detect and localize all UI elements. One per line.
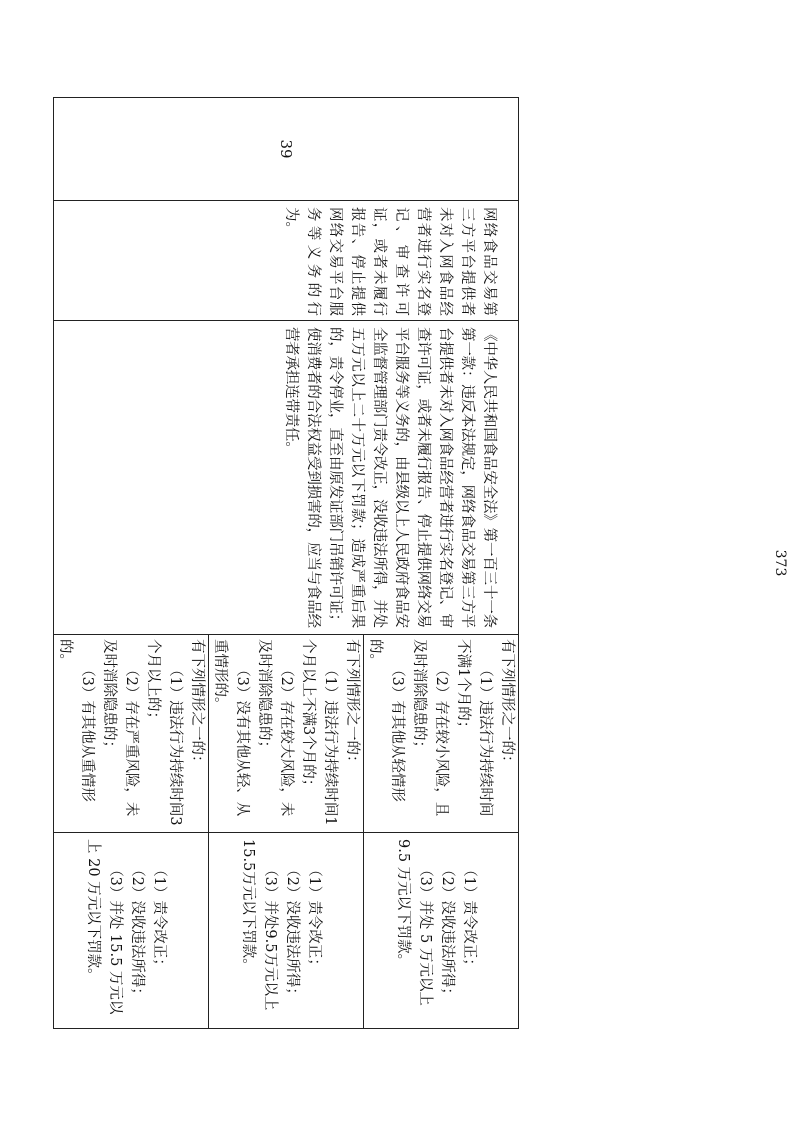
tier-3-penalty: （1）责令改正； bbox=[151, 862, 167, 973]
tier-2-condition: （2）存在较大风险，未及时消除隐患的； bbox=[256, 639, 294, 817]
row-number-cell bbox=[54, 98, 519, 201]
tier-1-penalty: （3）并处 5 万元以上 9.5 万元以下罚款。 bbox=[395, 839, 433, 1006]
tier-2-penalty: （3）并处9.5万元以上15.5万元以下罚款。 bbox=[240, 839, 278, 1011]
tier-3-intro: 有下列情形之一的： bbox=[189, 639, 205, 770]
tier-2-intro: 有下列情形之一的： bbox=[344, 639, 360, 770]
tier-1-penalty: （2）没收违法所得； bbox=[439, 862, 455, 1002]
behavior-cell bbox=[54, 201, 519, 321]
violation-behavior: 网络食品交易第三方平台提供者未对入网食品经营者进行实名登记、审查许可证，或者未履行报告、停止提供网络交易平台服务等义务的行为。 bbox=[283, 207, 497, 316]
tier-2-condition: （3）没有其他从轻、从重情形的。 bbox=[212, 639, 250, 817]
legal-basis-text: 《中华人民共和国食品安全法》第一百三十一条第一款：违反本法规定，网络食品交易第三方平台提供者未对入网食品经营者进行实名登记、审查许可证，或者未履行报告、停止提供网络交易平台服务等义务的，由县级以上人民政府食品安全监督管理部门责令改正，没收违法所得，并处五万元以上二十万元以下罚款；造成严重后果的，责令停业，直至由原发证部门吊销许可证；使消费者的合法权益受到损害的，应当与食品经营者承担连带责任。 bbox=[283, 327, 497, 628]
tier-3-penalty: （3）并处 15.5 万元以上 20 万元以下罚款。 bbox=[85, 839, 123, 1015]
tier-2-penalty: （2）没收违法所得； bbox=[284, 862, 300, 1002]
rotated-page-content bbox=[57, 97, 519, 1028]
tier-1-condition: （3）有其他从轻情形的。 bbox=[367, 639, 405, 802]
tier-1-condition: （2）存在较小风险，且及时消除隐患的； bbox=[411, 639, 449, 817]
tier-3-conditions-cell bbox=[54, 635, 209, 833]
tier-2-penalty: （1）责令改正； bbox=[306, 862, 322, 973]
penalty-discretion-table bbox=[53, 97, 519, 1029]
tier-3-penalty-cell bbox=[54, 833, 209, 1029]
tier-2-conditions-cell bbox=[209, 635, 364, 833]
tier-1-penalty: （1）责令改正； bbox=[461, 862, 477, 973]
tier-3-condition: （2）存在严重风险，未及时消除隐患的； bbox=[101, 639, 139, 817]
legal-basis-cell bbox=[54, 321, 519, 635]
table-row bbox=[364, 98, 519, 1029]
page-number: 373 bbox=[772, 549, 788, 577]
tier-1-penalty-cell bbox=[364, 833, 519, 1029]
tier-1-condition: （1）违法行为持续时间不满1个月的； bbox=[455, 639, 493, 817]
tier-2-penalty-cell bbox=[209, 833, 364, 1029]
tier-3-condition: （3）有其他从重情形的。 bbox=[57, 639, 95, 802]
tier-1-conditions-cell bbox=[364, 635, 519, 833]
tier-3-condition: （1）违法行为持续时间3个月以上的； bbox=[145, 639, 183, 826]
tier-1-intro: 有下列情形之一的： bbox=[499, 639, 515, 770]
tier-3-penalty: （2）没收违法所得； bbox=[129, 862, 145, 1002]
row-number: 39 bbox=[277, 139, 296, 159]
tier-2-condition: （1）违法行为持续时间1个月以上不满3个月的； bbox=[300, 639, 338, 826]
